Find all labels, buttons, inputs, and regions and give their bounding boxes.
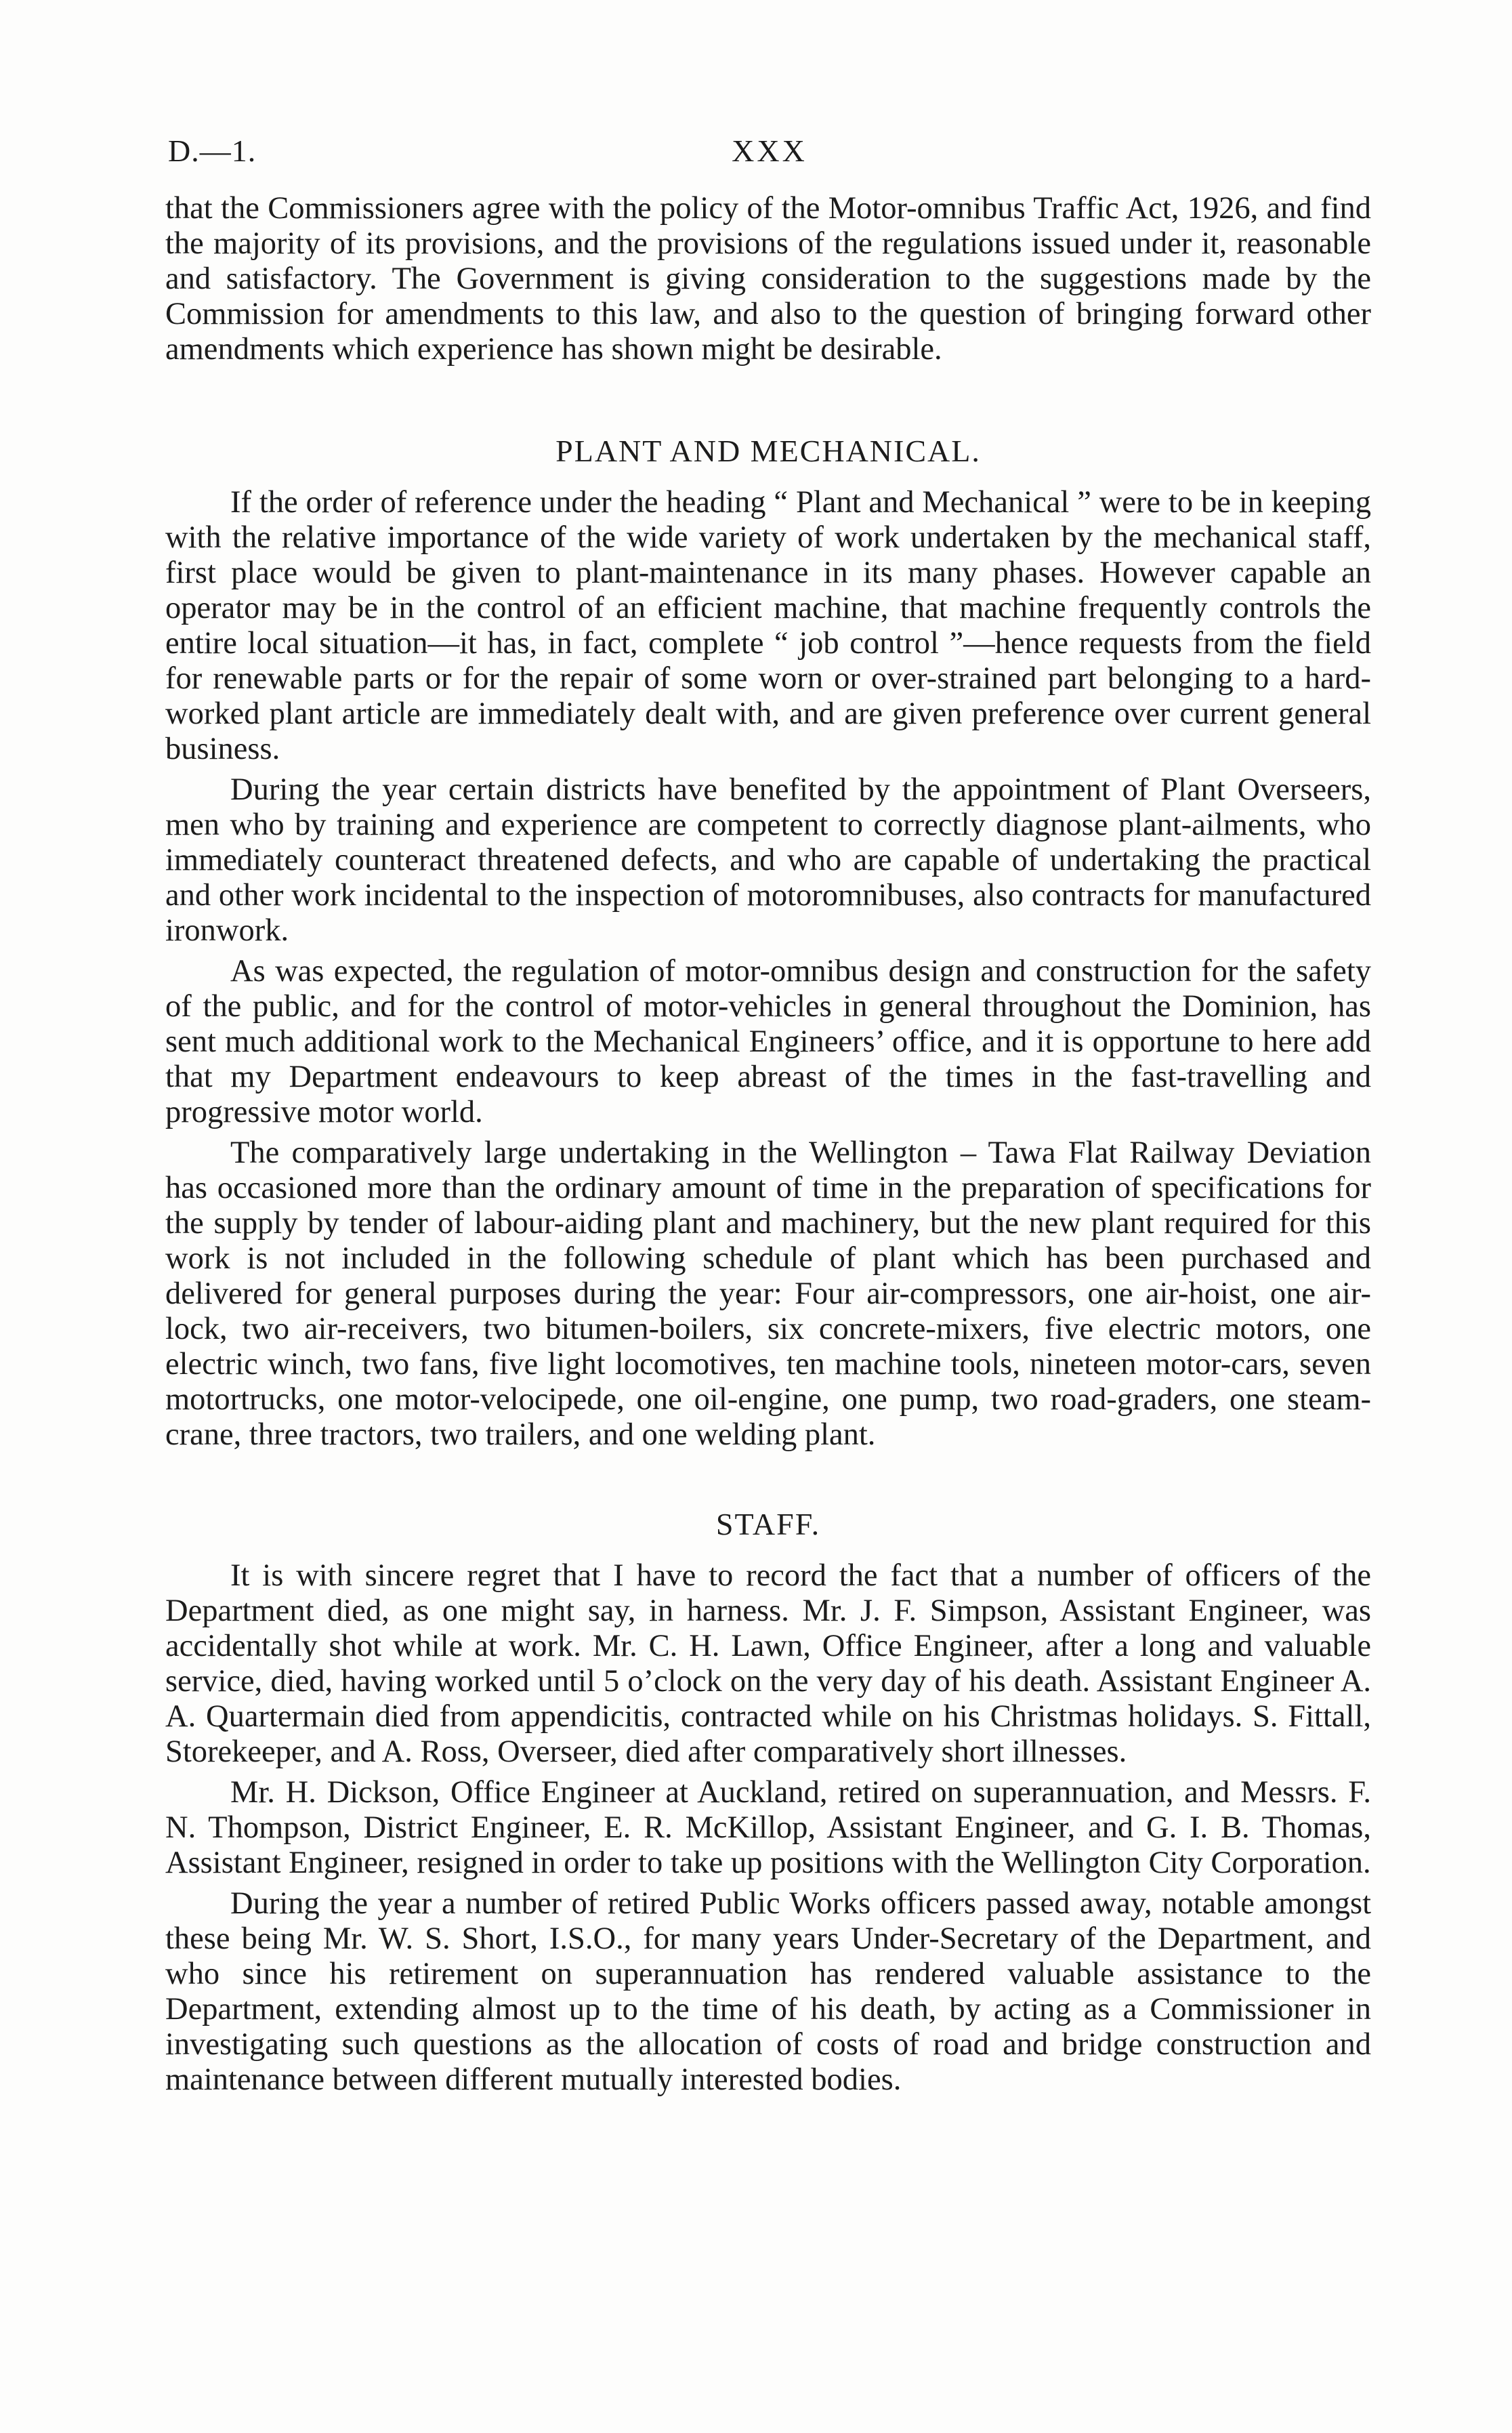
page-number: XXX: [732, 133, 807, 168]
document-reference: D.—1.: [168, 133, 257, 168]
plant-paragraph-3: As was expected, the regulation of motor-omnibus design and construction for the safety of the public, and for the control of motor-vehicles in general throughout the Dominion, has sent much additional work to the Mechanical Engineers’ office, and it is opportune to here add that my Department endeavours to keep abreast of the times in the fast-travelling and progressive motor world.: [165, 954, 1371, 1129]
staff-section-heading: STAFF.: [715, 1507, 821, 1541]
page-header: [168, 133, 1371, 180]
plant-paragraph-1: If the order of reference under the heading “ Plant and Mechanical ” were to be in keeping with the relative importance of the wide variety of work undertaken by the mechanical staff, first place would be given to plant-maintenance in its many phases. However capable an operator may be in the control of an efficient machine, that machine frequently controls the entire local situation—it has, in fact, complete “ job control ”—hence requests from the field for renewable parts or for the repair of some worn or over-strained part belonging to a hard-worked plant article are immediately dealt with, and are given preference over current general business.: [165, 485, 1371, 766]
staff-paragraph-2: Mr. H. Dickson, Office Engineer at Auckland, retired on superannuation, and Messrs. F. N. Thompson, District Engineer, E. R. McKillop, Assistant Engineer, and G. I. B. Thomas, Assistant Engineer, resigned in order to take up positions with the Wellington City Corporation.: [165, 1775, 1371, 1880]
staff-paragraph-3: During the year a number of retired Public Works officers passed away, notable amongst these being Mr. W. S. Short, I.S.O., for many years Under-Secretary of the Department, and who since his retirement on superannuation has rendered valuable assistance to the Department, extending almost up to the time of his death, by acting as a Commissioner in investigating such questions as the allocation of costs of road and bridge construction and maintenance between different mutually interested bodies.: [165, 1886, 1371, 2097]
plant-section-heading: PLANT AND MECHANICAL.: [555, 434, 981, 468]
intro-paragraph: that the Commissioners agree with the policy of the Motor-omnibus Traffic Act, 1926, and find the majority of its provisions, and the provisions of the regulations issued under it, reasonable and satisfactory. The Government is giving consideration to the suggestions made by the Commission for amendments to this law, and also to the question of bringing forward other amendments which experience has shown might be desirable.: [165, 191, 1371, 367]
staff-paragraph-1: It is with sincere regret that I have to record the fact that a number of officers of the Department died, as one might say, in harness. Mr. J. F. Simpson, Assistant Engineer, was accidentally shot while at work. Mr. C. H. Lawn, Office Engineer, after a long and valuable service, died, having worked until 5 o’clock on the very day of his death. Assistant Engineer A. A. Quartermain died from appendicitis, contracted while on his Christmas holidays. S. Fittall, Storekeeper, and A. Ross, Overseer, died after comparatively short illnesses.: [165, 1558, 1371, 1769]
plant-paragraph-2: During the year certain districts have benefited by the appointment of Plant Overseers, men who by training and experience are competent to correctly diagnose plant-ailments, who immediately counteract threatened defects, and who are capable of undertaking the practical and other work incidental to the inspection of motoromnibuses, also contracts for manufactured ironwork.: [165, 772, 1371, 948]
page-body: [165, 191, 1371, 2103]
plant-paragraph-4: The comparatively large undertaking in the Wellington – Tawa Flat Railway Deviation has occasioned more than the ordinary amount of time in the preparation of specifications for the supply by tender of labour-aiding plant and machinery, but the new plant required for this work is not included in the following schedule of plant which has been purchased and delivered for general purposes during the year: Four air-compressors, one air-hoist, one air-lock, two air-receivers, two bitumen-boilers, six concrete-mixers, five electric motors, one electric winch, two fans, five light locomotives, ten machine tools, nineteen motor-cars, seven motortrucks, one motor-velocipede, one oil-engine, one pump, two road-graders, one steam-crane, three tractors, two trailers, and one welding plant.: [165, 1136, 1371, 1452]
